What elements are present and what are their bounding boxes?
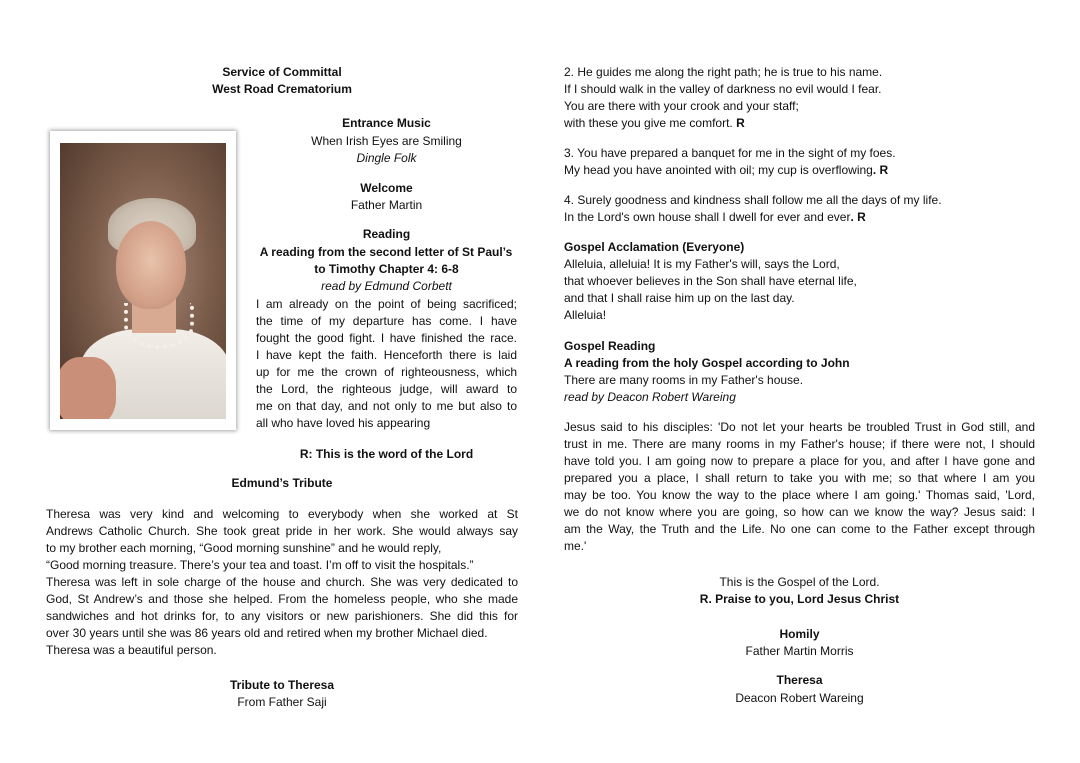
gospel-end: This is the Gospel of the Lord. [719,575,880,589]
tribute-line: God, St Andrew’s and those she helped. From the homeless people, who she made [46,592,518,606]
acclamation-line: Alleluia! [564,308,607,322]
reading-line: I have kept the faith. Henceforth there is laid [256,348,517,362]
edmund-tribute-text [46,506,518,659]
entrance-song: When Irish Eyes are Smiling [311,134,462,148]
gospel-line: may be too. You know the way to the place where I am going.' Thomas said, 'Lord, [564,488,1035,502]
theresa-tribute-heading: Tribute to Theresa [229,678,335,692]
homily-heading: Homily [779,627,820,641]
response-mark: R [736,116,745,130]
psalm-verse-2 [564,64,1044,132]
entrance-music-heading: Entrance Music [342,116,431,130]
gospel-line: am the Way, the Truth and the Life. No one can come to the Father except through [564,522,1035,536]
tribute-line: Andrews Catholic Church. She took great pride in her work. She would always say [46,524,518,538]
psalm-verse-3 [564,145,1044,179]
psalm-line: with these you give me comfort. R [564,116,745,130]
response-mark: R [857,210,866,224]
entrance-artist: Dingle Folk [356,151,417,165]
gospel-line: me.' [564,539,587,553]
edmund-tribute-heading: Edmund’s Tribute [231,476,333,490]
tribute-line: Theresa was very kind and welcoming to everybody when she worked at St [46,507,518,521]
theresa-name: Deacon Robert Wareing [735,691,864,705]
gospel-line: have told you. I am going now to prepare a place for you, and after I have gone and [564,454,1035,468]
acclamation-line: Alleluia, alleluia! It is my Father's will, says the Lord, [564,257,840,271]
reading-line: the time of my departure has come. I have [256,314,517,328]
welcome-name: Father Martin [350,198,423,212]
gospel-text [564,419,1035,555]
reading-line: up for me the crown of righteousness, which [256,365,517,379]
psalm-line: My head you have anointed with oil; my cup is overflowing. R [564,163,889,177]
homily-name: Father Martin Morris [745,644,854,658]
tribute-line: to my brother each morning, “Good morning sunshine” and he would reply, [46,541,442,555]
acclamation-line: and that I shall raise him up on the last day. [564,291,795,305]
acclamation-text [564,256,1044,324]
tribute-line: over 30 years until she was 86 years old and retired when my brother Michael died. [46,626,488,640]
gospel-response: R. Praise to you, Lord Jesus Christ [699,592,900,606]
gospel-line: trust in me. There are many rooms in my Father's house; if there were not, I should [564,437,1035,451]
reading-reader: read by Edmund Corbett [321,279,452,293]
gospel-reader: read by Deacon Robert Wareing [564,390,736,404]
reading-line: I am already on the point of being sacrificed; [256,297,517,311]
reading-line: fought the good fight. I have finished the race. [256,331,517,345]
portrait-photo-frame [50,131,236,430]
acclamation-heading: Gospel Acclamation (Everyone) [564,240,745,254]
reading-line: the Lord, the righteous judge, will award to [256,382,517,396]
psalm-line: You are there with your crook and your staff; [564,99,799,113]
psalm-verse-4 [564,192,1044,226]
theresa-heading: Theresa [776,673,823,687]
reading-response: R: This is the word of the Lord [299,447,474,461]
tribute-line: Theresa was left in sole charge of the house and church. She was very dedicated to [46,575,518,589]
reading-text [256,296,517,432]
tribute-line: “Good morning treasure. There’s your tea and toast. I’m off to visit the hospitals.” [46,558,474,572]
reading-source-line2: to Timothy Chapter 4: 6-8 [314,262,459,276]
psalm-line: 2. He guides me along the right path; he is true to his name. [564,65,883,79]
response-mark: R [879,163,889,177]
gospel-heading: Gospel Reading [564,339,656,353]
gospel-verse: There are many rooms in my Father's house. [564,373,804,387]
psalm-line: In the Lord's own house shall I dwell for ever and ever. R [564,210,866,224]
psalm-line: 4. Surely goodness and kindness shall follow me all the days of my life. [564,193,942,207]
tribute-line: Theresa was a beautiful person. [46,643,217,657]
acclamation-line: that whoever believes in the Son shall have eternal life, [564,274,857,288]
gospel-source: A reading from the holy Gospel according to John [564,356,850,370]
gospel-line: we do not know where you are going, so how can we know the way? Jesus said: I [564,505,1035,519]
theresa-tribute-from: From Father Saji [237,695,327,709]
venue-title: West Road Crematorium [212,82,352,96]
psalm-line: 3. You have prepared a banquet for me in the sight of my foes. [564,146,896,160]
psalm-line: If I should walk in the valley of darkness no evil would I fear. [564,82,882,96]
reading-line: all who have loved his appearing [256,416,431,430]
gospel-line: Jesus said to his disciples: 'Do not let your hearts be troubled Trust in God still, and [564,420,1035,434]
gospel-line: prepared you a place, I shall return to take you with me; so that where I am you [564,471,1035,485]
portrait-photo [60,143,226,419]
service-title: Service of Committal [222,65,342,79]
welcome-heading: Welcome [360,181,413,195]
reading-heading: Reading [362,227,411,241]
tribute-line: sandwiches and hot drinks for, to any visitors or new parishioners. She did this for [46,609,518,623]
reading-source-line1: A reading from the second letter of St Paul’s [259,245,513,259]
reading-line: me on that day, and not only to me but also to [256,399,517,413]
